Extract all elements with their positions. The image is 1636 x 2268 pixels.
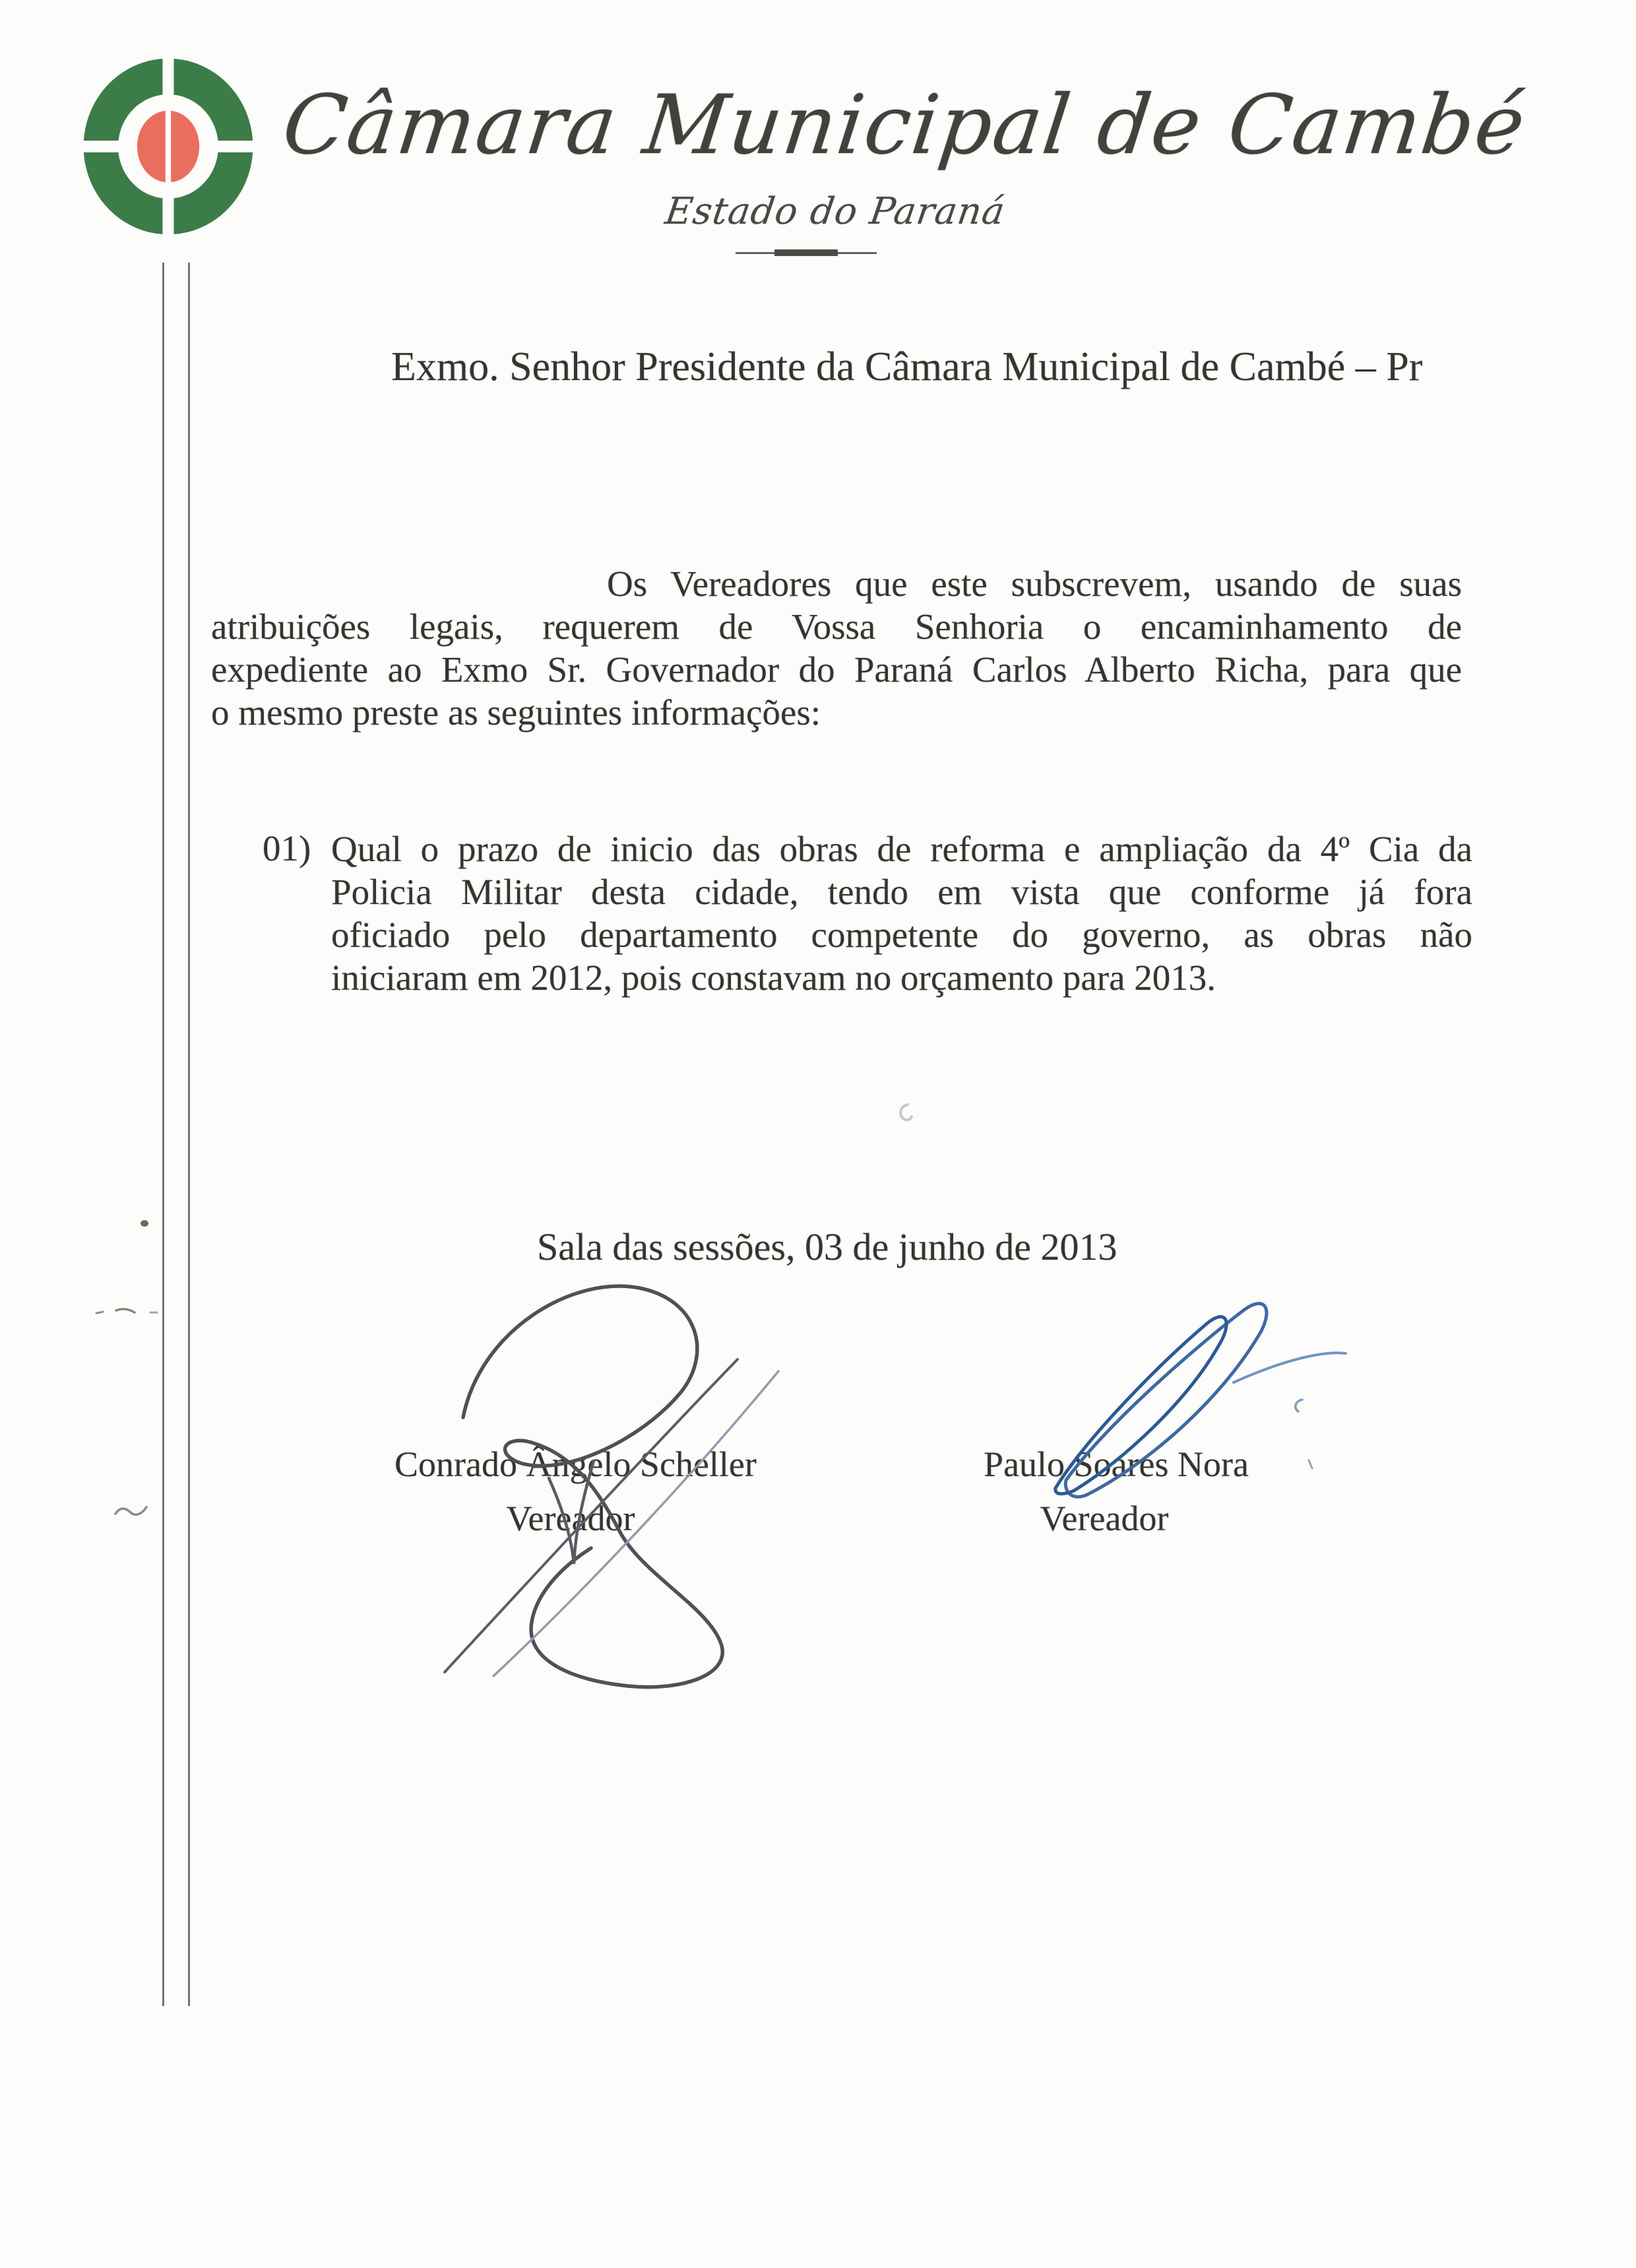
- item-line: oficiado pelo departamento competente do governo, as obras não: [331, 915, 1472, 955]
- margin-line-right: [188, 263, 190, 2006]
- scan-speck-squiggle: [112, 1497, 154, 1526]
- item-line: Policia Militar desta cidade, tendo em vista que conforme já fora: [331, 872, 1472, 912]
- body-line: Os Vereadores que este subscrevem, usando de suas: [607, 564, 1462, 604]
- session-dateline: Sala das sessões, 03 de junho de 2013: [537, 1225, 1117, 1268]
- item-line: iniciaram em 2012, pois constavam no orçamento para 2013.: [331, 957, 1216, 998]
- scan-speck-faint: [892, 1099, 918, 1127]
- signer-role-paulo: Vereador: [1040, 1499, 1169, 1538]
- margin-line-left: [162, 263, 164, 2006]
- handwritten-signature-paulo: [1003, 1290, 1372, 1574]
- body-line: expediente ao Exmo Sr. Governador do Paraná Carlos Alberto Richa, para que: [211, 649, 1462, 690]
- signer-name-conrado: Conrado Ângelo Scheller: [394, 1444, 757, 1484]
- scan-speck-dot: [139, 1218, 152, 1229]
- handwritten-signature-conrado: [284, 1266, 805, 1701]
- signer-role-conrado: Vereador: [506, 1499, 635, 1538]
- scan-speck-dashes: [92, 1301, 165, 1322]
- subtitle-rule-accent: [774, 249, 838, 256]
- org-subtitle: Estado do Paraná: [662, 190, 1008, 233]
- body-line: atribuições legais, requerem de Vossa Senhoria o encaminhamento de: [211, 606, 1462, 647]
- camara-cambe-logo-icon: [82, 57, 255, 236]
- org-name: Câmara Municipal de Cambé: [278, 78, 1531, 173]
- addressee-line: Exmo. Senhor Presidente da Câmara Municipal de Cambé – Pr: [391, 344, 1423, 389]
- item-text: [331, 827, 1472, 999]
- item-line: Qual o prazo de inicio das obras de reforma e ampliação da 4º Cia da: [331, 829, 1472, 869]
- body-paragraph: [211, 562, 1462, 734]
- body-line: o mesmo preste as seguintes informações:: [211, 692, 821, 732]
- item-number: 01): [263, 828, 311, 868]
- signer-name-paulo: Paulo Soares Nora: [984, 1444, 1249, 1484]
